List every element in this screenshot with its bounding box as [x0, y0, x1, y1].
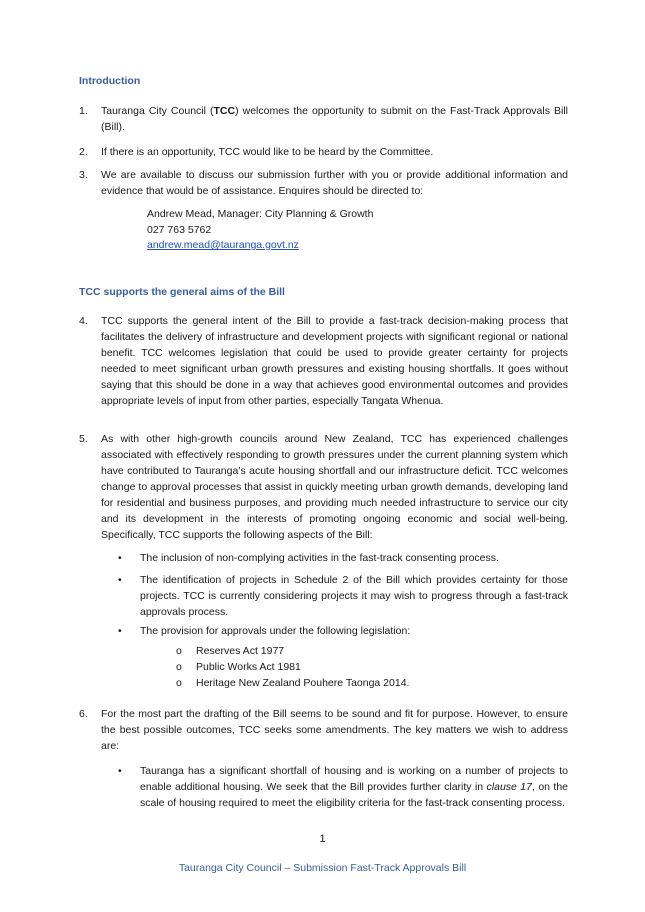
paragraph-number: 2.: [79, 146, 88, 158]
bold-abbreviation: TCC: [213, 105, 236, 117]
sub-bullet-marker: o: [176, 661, 182, 673]
paragraph-text: TCC supports the general intent of the Bill to provide a fast-track decision-making process that facilitates the delivery of infrastructure and development projects with significant regional or national benefit. TCC welcomes legislation that could be used to provide greater certainty for projects needed to meet significant urban growth pressures and existing housing shortfalls. It goes without saying that this should be done in a way that achieves good environmental outcomes and provides appropriate levels of input from other parties, especially Tangata Whenua.: [101, 315, 568, 407]
paragraph-4: [79, 313, 568, 409]
bullet-marker: •: [118, 552, 122, 564]
paragraph-text: As with other high-growth councils around New Zealand, TCC has experienced challenges associated with effectively responding to growth pressures under the current planning system which have contributed to Tauranga’s acute housing shortfall and our infrastructure deficit. TCC welcomes change to approval processes that assist in quickly meeting urban growth demands, developing land for residential and business purposes, and providing much needed infrastructure to service our city and its development in the interests of promoting ongoing economic and social well-being. Specifically, TCC supports the following aspects of the Bill:: [101, 433, 568, 541]
paragraph-6: [79, 706, 568, 754]
paragraph-text: We are available to discuss our submission further with you or provide additional information and evidence that would be of assistance. Enquires should be directed to:: [101, 169, 568, 197]
paragraph-number: 4.: [79, 315, 88, 327]
sub-bullet-marker: o: [176, 645, 182, 657]
paragraph-text: Tauranga City Council (: [101, 105, 214, 117]
paragraph-number: 6.: [79, 708, 88, 720]
paragraph-text: For the most part the drafting of the Bill seems to be sound and fit for purpose. However, to ensure the best possible outcomes, TCC seeks some amendments. The key matters we wish to address are:: [101, 708, 568, 752]
bullet-text: Tauranga has a significant shortfall of housing and is working on a number of projects to enable additional housing. We seek that the Bill provides further clarity in: [140, 765, 568, 793]
paragraph-3: [79, 167, 568, 199]
paragraph-text: ) welcomes the opportunity to submit on the Fast-Track Approvals Bill (Bill).: [101, 105, 568, 133]
paragraph-1: [79, 103, 568, 135]
sub-list-text: Heritage New Zealand Pouhere Taonga 2014.: [196, 677, 410, 689]
paragraph-2: [79, 144, 568, 160]
contact-block: [147, 207, 373, 254]
bullet-item: [118, 623, 568, 639]
paragraph-5: [79, 431, 568, 543]
bullet-text: The identification of projects in Schedule 2 of the Bill which provides certainty for those projects. TCC is currently considering projects it may wish to progress through a fast-track approvals process.: [140, 574, 568, 618]
sub-list-item: [176, 675, 409, 691]
sub-list-item: [176, 643, 284, 659]
bullet-text: , on the scale of housing required to meet the eligibility criteria for the fast-track consenting process.: [140, 781, 569, 809]
sub-list-text: Public Works Act 1981: [196, 661, 301, 673]
bullet-text: The provision for approvals under the following legislation:: [140, 625, 411, 637]
page-number: 1: [319, 833, 326, 845]
section-heading-support: TCC supports the general aims of the Bill: [79, 286, 285, 298]
sub-list-item: [176, 659, 301, 675]
clause-reference: clause 17: [486, 781, 532, 793]
page-footer: Tauranga City Council – Submission Fast-Track Approvals Bill: [178, 862, 467, 874]
bullet-item: [118, 550, 568, 566]
sub-bullet-marker: o: [176, 677, 182, 689]
section-heading-introduction: Introduction: [79, 75, 141, 87]
sub-list-text: Reserves Act 1977: [196, 645, 285, 657]
bullet-marker: •: [118, 625, 122, 637]
contact-phone: 027 763 5762: [147, 223, 212, 236]
bullet-marker: •: [118, 574, 122, 586]
paragraph-number: 3.: [79, 169, 88, 181]
paragraph-number: 5.: [79, 433, 88, 445]
paragraph-number: 1.: [79, 105, 88, 117]
paragraph-text: If there is an opportunity, TCC would like to be heard by the Committee.: [101, 146, 434, 158]
bullet-item: [118, 763, 568, 811]
contact-name: Andrew Mead, Manager: City Planning & Growth: [147, 208, 374, 220]
bullet-item: [118, 572, 568, 620]
contact-email-link[interactable]: andrew.mead@tauranga.govt.nz: [147, 239, 299, 251]
bullet-text: The inclusion of non-complying activities in the fast-track consenting process.: [140, 552, 499, 564]
bullet-marker: •: [118, 765, 122, 777]
